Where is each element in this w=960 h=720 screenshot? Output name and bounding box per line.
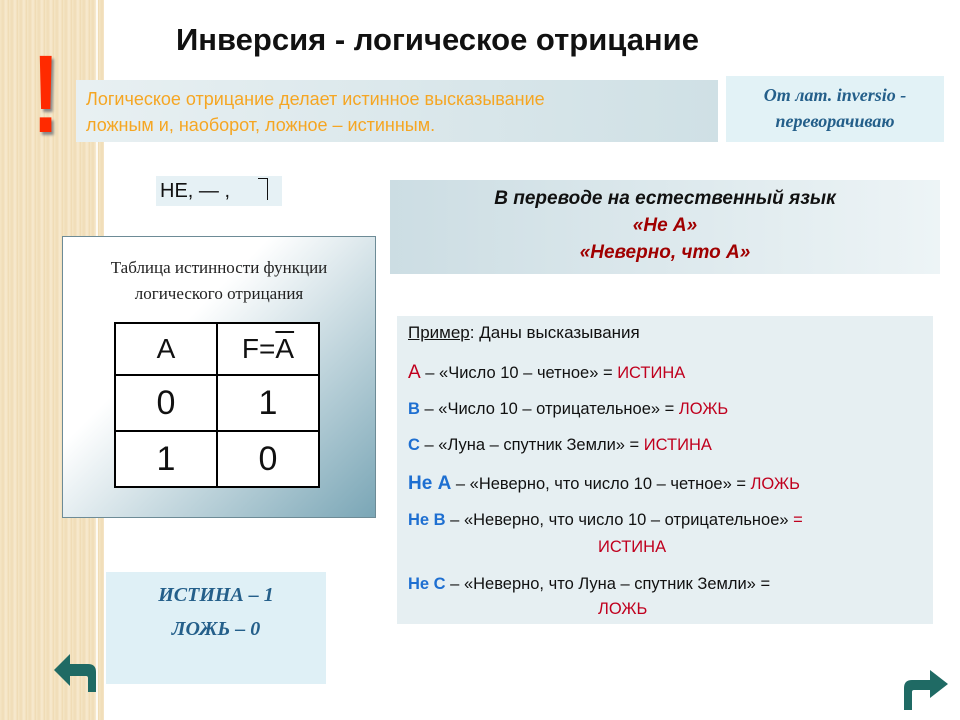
truth-table-caption-line-1: Таблица истинности функции (110, 258, 328, 277)
example-line-not-c (408, 575, 770, 594)
translation-line-1: «Не А» (632, 215, 698, 236)
forward-arrow-icon[interactable] (898, 664, 950, 710)
example-c-text: – «Луна – спутник Земли» = (419, 436, 644, 454)
negation-symbol-icon (258, 178, 268, 200)
legend-true: ИСТИНА – 1 (158, 584, 274, 606)
example-not-a-value: ЛОЖЬ (750, 475, 800, 493)
truth-table-caption (63, 255, 375, 307)
example-c-value: ИСТИНА (643, 436, 712, 454)
example-line-c (408, 436, 712, 455)
example-a-text: – «Число 10 – четное» = (420, 364, 618, 382)
legend-box (106, 572, 326, 684)
example-not-c-value: ЛОЖЬ (598, 600, 648, 618)
example-not-c-text: – «Неверно, что Луна – спутник Земли» = (445, 575, 771, 593)
truth-table-caption-line-2: логического отрицания (134, 284, 304, 303)
header-cell-a: A (115, 323, 217, 375)
latin-line-1: От лат. inversio - (763, 85, 907, 105)
table-row (115, 375, 319, 431)
legend-false: ЛОЖЬ – 0 (171, 618, 261, 640)
truth-table-header-row (115, 323, 319, 375)
header-f-var: $\overline{A}$ (275, 333, 295, 364)
example-line-b (408, 400, 728, 419)
var-not-c: Не С (408, 575, 446, 593)
example-not-b-text: – «Неверно, что число 10 – отрицательное» (445, 511, 794, 529)
latin-origin-box (726, 76, 944, 142)
translation-line-2: «Неверно, что А» (579, 242, 751, 263)
truth-table (114, 322, 320, 488)
example-line-not-a (408, 473, 800, 495)
header-f-prefix: F= (241, 333, 276, 364)
header-cell-f (217, 323, 319, 375)
var-b: В (408, 400, 420, 418)
page-title: Инверсия - логическое отрицание (176, 22, 699, 57)
example-a-value: ИСТИНА (617, 364, 686, 382)
definition-text (86, 86, 706, 138)
definition-line-1: Логическое отрицание делает истинное высказывание (86, 89, 545, 109)
example-not-b-eq: = (793, 511, 803, 529)
return-arrow-icon[interactable] (52, 648, 104, 694)
latin-line-2: переворачиваю (775, 111, 895, 131)
var-c: С (408, 436, 420, 454)
table-row (115, 431, 319, 487)
example-not-b-value: ИСТИНА (598, 538, 667, 556)
example-not-a-text: – «Неверно, что число 10 – четное» = (451, 475, 751, 493)
var-not-b: Не В (408, 511, 446, 529)
table-cell-a: 1 (115, 431, 217, 487)
var-a: А (408, 362, 421, 383)
example-b-value: ЛОЖЬ (678, 400, 729, 418)
var-not-a: Не А (408, 473, 452, 494)
example-intro-text: : Даны высказывания (469, 323, 640, 342)
table-cell-f: 1 (217, 375, 319, 431)
definition-line-2: ложным и, наоборот, ложное – истинным. (86, 115, 436, 135)
notation-box (156, 176, 282, 206)
example-line-a (408, 362, 685, 384)
table-cell-f: 0 (217, 431, 319, 487)
table-cell-a: 0 (115, 375, 217, 431)
exclamation-icon: ! (32, 33, 60, 156)
translation-box (390, 180, 940, 274)
example-label: Пример (408, 323, 470, 342)
notation-text: НЕ, — , (160, 180, 231, 202)
example-intro (408, 323, 640, 343)
example-b-text: – «Число 10 – отрицательное» = (419, 400, 679, 418)
example-line-not-b (408, 511, 803, 530)
translation-heading: В переводе на естественный язык (494, 188, 836, 209)
